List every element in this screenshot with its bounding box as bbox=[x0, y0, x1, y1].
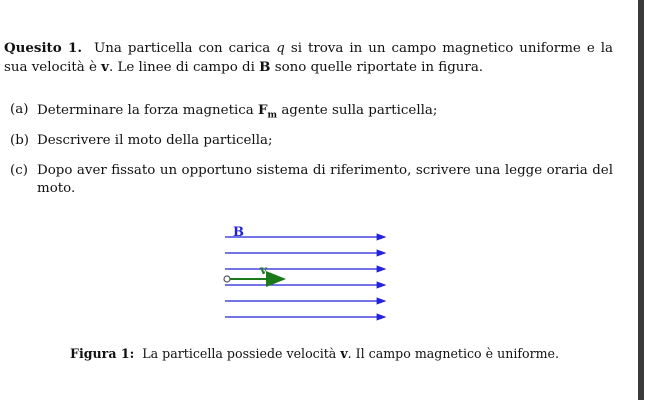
velocity-label: v bbox=[260, 263, 267, 277]
field-symbol: B bbox=[259, 59, 271, 75]
caption-text-2: . Il campo magnetico è uniforme. bbox=[347, 346, 560, 361]
caption-text-1: La particella possiede velocità bbox=[142, 346, 337, 361]
figure-1 bbox=[0, 220, 640, 330]
item-label-b: (b) bbox=[10, 133, 30, 148]
page-edge-bar bbox=[638, 0, 644, 400]
item-label-c: (c) bbox=[10, 163, 28, 178]
item-a-text-2: agente sulla particella; bbox=[281, 103, 438, 118]
force-symbol: $F_m$ bbox=[258, 102, 278, 121]
problem-heading: Quesito 1. bbox=[4, 40, 83, 56]
question-list bbox=[10, 101, 613, 210]
item-label-a: (a) bbox=[10, 102, 29, 117]
item-c-text: Dopo aver fissato un opportuno sistema di riferimento, scrivere una legge oraria del moto. bbox=[37, 163, 613, 196]
item-a-text-1: Determinare la forza magnetica bbox=[37, 103, 254, 118]
field-lines bbox=[225, 237, 385, 317]
field-label: B bbox=[233, 225, 244, 240]
caption-symbol: v bbox=[340, 346, 348, 361]
figure-caption bbox=[70, 345, 630, 363]
item-b-text: Descrivere il moto della particella; bbox=[37, 133, 273, 148]
problem-text-4: sono quelle riportate in figura. bbox=[274, 60, 484, 75]
problem-statement bbox=[4, 39, 613, 77]
velocity-symbol: v bbox=[101, 59, 109, 75]
question-item-a bbox=[10, 101, 613, 120]
problem-text-1: Una particella con carica bbox=[94, 41, 271, 56]
question-item-c bbox=[10, 162, 613, 198]
problem-text-3: . Le linee di campo di bbox=[108, 60, 255, 75]
question-item-b bbox=[10, 132, 613, 150]
charge-symbol: q bbox=[276, 41, 285, 56]
field-diagram bbox=[0, 220, 640, 330]
problem-text-2: si trova in un campo magnetico uniforme e la sua velocità è bbox=[4, 41, 613, 75]
caption-label: Figura 1: bbox=[70, 346, 135, 361]
particle bbox=[224, 276, 230, 282]
